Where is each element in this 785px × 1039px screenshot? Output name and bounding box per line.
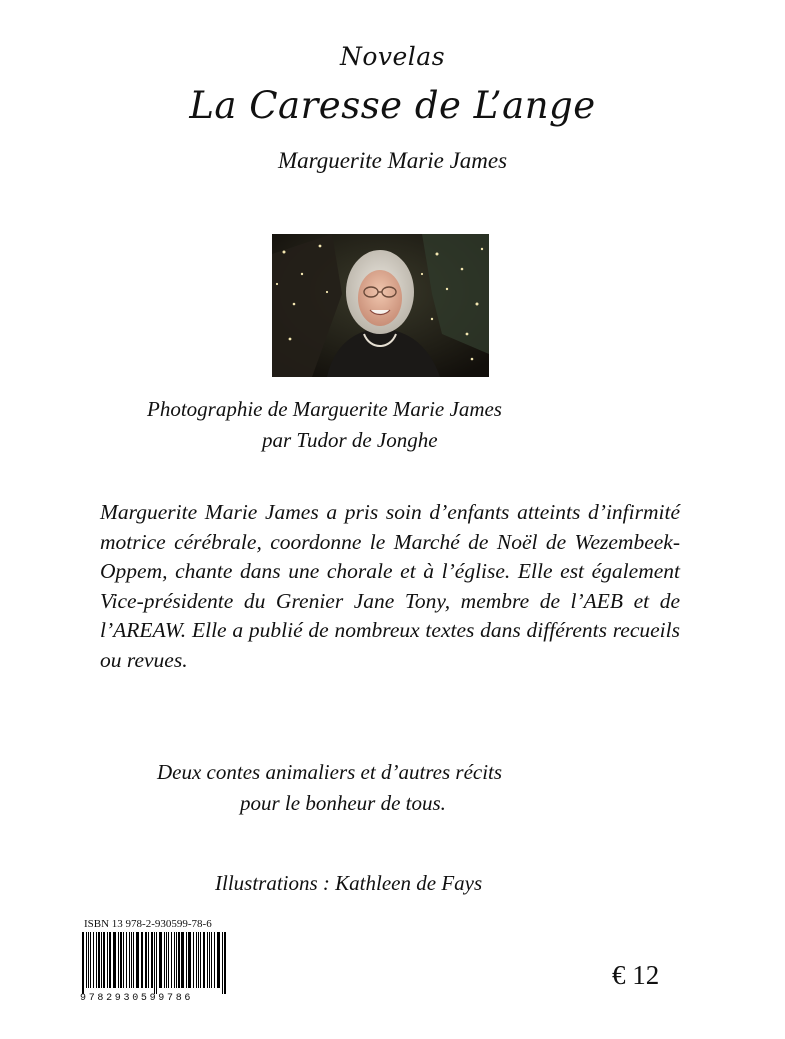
- barcode-bar: [209, 932, 210, 988]
- author-portrait-image: [272, 234, 489, 377]
- barcode-bar: [211, 932, 212, 988]
- barcode-bar: [109, 932, 111, 988]
- barcode-bar: [164, 932, 165, 988]
- barcode-bar: [145, 932, 147, 988]
- book-title: La Caresse de L’ange: [189, 84, 596, 127]
- barcode-bar: [178, 932, 180, 988]
- series-name: Novelas: [339, 42, 446, 71]
- barcode-bar: [88, 932, 89, 988]
- barcode-bar: [154, 932, 155, 994]
- photo-caption-line2: par Tudor de Jonghe: [262, 428, 438, 452]
- barcode-bar: [224, 932, 226, 994]
- barcode-bar: [133, 932, 134, 988]
- barcode-bar: [120, 932, 122, 988]
- barcode-bar: [82, 932, 84, 994]
- barcode-bar: [156, 932, 157, 994]
- barcode-bar: [207, 932, 208, 988]
- barcode-bar: [166, 932, 167, 988]
- tagline-line1: Deux contes animaliers et d’autres récits: [157, 760, 503, 784]
- tagline-line2: pour le bonheur de tous.: [240, 791, 446, 815]
- barcode-bar: [131, 932, 132, 988]
- barcode-bar: [107, 932, 108, 988]
- barcode-bar: [174, 932, 175, 988]
- barcode-bar: [186, 932, 187, 988]
- barcode-bar: [101, 932, 102, 988]
- photo-caption-line1: Photographie de Marguerite Marie James: [147, 397, 502, 421]
- barcode-bar: [86, 932, 87, 988]
- barcode-bar: [196, 932, 197, 988]
- barcode-bar: [90, 932, 91, 988]
- barcode-bar: [176, 932, 177, 988]
- barcode-bar: [141, 932, 143, 988]
- barcode-bar: [193, 932, 194, 988]
- barcode-bar: [168, 932, 169, 988]
- barcode-bar: [129, 932, 130, 988]
- barcode-bar: [148, 932, 149, 988]
- barcode-bar: [171, 932, 172, 988]
- barcode-bar: [103, 932, 105, 988]
- barcode-bar: [93, 932, 94, 988]
- isbn-barcode: [80, 932, 230, 994]
- barcode-bar: [151, 932, 153, 988]
- barcode-bar: [188, 932, 191, 988]
- author-name: Marguerite Marie James: [277, 148, 508, 173]
- author-photo: [272, 234, 489, 377]
- barcode-bar: [159, 932, 162, 988]
- barcode-bar: [181, 932, 184, 988]
- barcode-bar: [203, 932, 205, 988]
- barcode-bar: [222, 932, 223, 994]
- barcode-bar: [123, 932, 124, 988]
- barcode-bar: [113, 932, 116, 988]
- barcode-bar: [198, 932, 199, 988]
- author-biography: Marguerite Marie James a pris soin d’enfants atteints d’infirmité motrice cérébrale, coordonne le Marché de Noël de Wezembeek-Oppem, chante dans une chorale et à l’église. Elle est également Vice-présidente du Grenier Jane Tony, membre de l’AEB et de l’AREAW. Elle a publié de nombreux textes dans différents recueils ou revues.: [100, 500, 680, 672]
- barcode-bar: [96, 932, 97, 988]
- barcode-bar: [136, 932, 139, 988]
- barcode-bar: [214, 932, 215, 988]
- illustrations-credit: Illustrations : Kathleen de Fays: [215, 871, 483, 895]
- barcode-bar: [217, 932, 220, 988]
- barcode-bar: [126, 932, 127, 988]
- barcode-bar: [200, 932, 201, 988]
- isbn-label: ISBN 13 978-2-930599-78-6: [84, 918, 212, 930]
- barcode-bar: [98, 932, 100, 988]
- barcode-digits: 9782930599786: [80, 993, 194, 1004]
- barcode-bar: [118, 932, 119, 988]
- price: € 12: [612, 960, 660, 990]
